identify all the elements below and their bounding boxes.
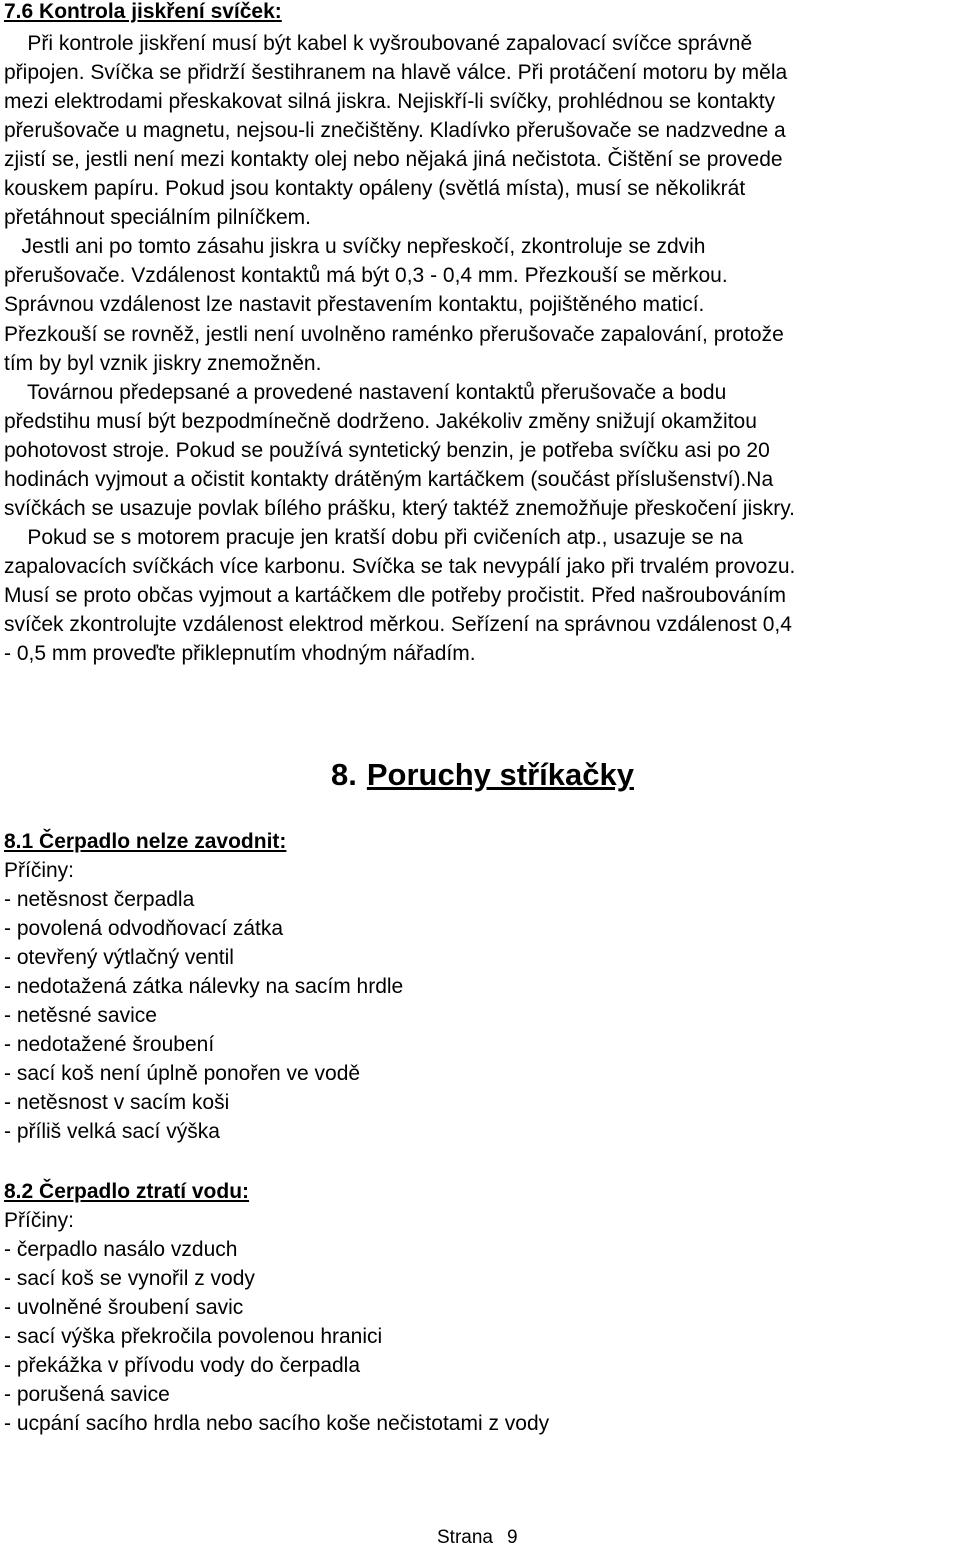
paragraph-line: mezi elektrodami přeskakovat silná jiskra. Nejiskří-li svíčky, prohlédnou se kontakty — [4, 90, 776, 114]
paragraph-line: svíček zkontrolujte vzdálenost elektrod měrkou. Seřízení na správnou vzdálenost 0,4 — [4, 613, 792, 636]
paragraph-line: Továrnou předepsané a provedené nastavení kontaktů přerušovače a bodu — [4, 380, 727, 404]
paragraph-line: Správnou vzdálenost lze nastavit přestavením kontaktu, pojištěného maticí. — [4, 293, 705, 317]
section-8-1-causes-label: Příčiny: — [4, 859, 75, 882]
paragraph-line: Při kontrole jiskření musí být kabel k vyšroubované zapalovací svíčce správně — [4, 32, 753, 55]
page-number: 9 — [506, 1527, 518, 1548]
section-8-2-causes-label: Příčiny: — [4, 1209, 75, 1232]
paragraph-line: připojen. Svíčka se přidrží šestihranem na hlavě válce. Při protáčení motoru by měla — [4, 61, 788, 85]
paragraph-line: zapalovacích svíčkách více karbonu. Svíčka se tak nevypálí jako při trvalém provozu. — [4, 554, 796, 578]
paragraph-line: předstihu musí být bezpodmínečně dodrženo. Jakékoliv změny snižují okamžitou — [4, 409, 757, 433]
list-item: - povolená odvodňovací zátka — [4, 917, 284, 940]
list-item: - netěsné savice — [4, 1004, 157, 1027]
list-item: - netěsnost v sacím koši — [4, 1091, 230, 1114]
list-item: - sací výška překročila povolenou hranici — [4, 1325, 383, 1348]
paragraph-line: přerušovače. Vzdálenost kontaktů má být 0,3 - 0,4 mm. Přezkouší se měrkou. — [4, 264, 728, 288]
paragraph-line: kouskem papíru. Pokud jsou kontakty opáleny (světlá místa), musí se několikrát — [4, 177, 746, 201]
paragraph-line: svíčkách se usazuje povlak bílého prášku, který taktéž znemožňuje přeskočení jiskry. — [4, 496, 795, 520]
paragraph-line: Musí se proto občas vyjmout a kartáčkem dle potřeby pročistit. Před našroubováním — [4, 583, 787, 607]
list-item: - netěsnost čerpadla — [4, 888, 195, 911]
list-item: - nedotažená zátka nálevky na sacím hrdle — [4, 975, 404, 998]
page-footer — [437, 1526, 518, 1550]
list-item: - uvolněné šroubení savic — [4, 1296, 244, 1319]
list-item: - sací koš se vynořil z vody — [4, 1267, 255, 1290]
paragraph-line: Přezkouší se rovněž, jestli není uvolněno raménko přerušovače zapalování, protože — [4, 322, 784, 346]
list-item: - příliš velká sací výška — [4, 1120, 220, 1143]
paragraph-line: Pokud se s motorem pracuje jen kratší dobu při cvičeních atp., usazuje se na — [4, 525, 743, 549]
paragraph-line: zjistí se, jestli není mezi kontakty olej nebo nějaká jiná nečistota. Čištění se provede — [4, 148, 783, 172]
list-item: - sací koš není úplně ponořen ve vodě — [4, 1062, 361, 1085]
paragraph-line: přerušovače u magnetu, nejsou-li znečištěny. Kladívko přerušovače se nadzvedne a — [4, 119, 786, 143]
footer-label: Strana — [437, 1527, 493, 1548]
paragraph-line: tím by byl vznik jiskry znemožněn. — [4, 351, 322, 375]
paragraph-line: hodinách vyjmout a očistit kontakty drátěným kartáčkem (součást příslušenství).Na — [4, 467, 774, 491]
section-8-1-heading: 8.1 Čerpadlo nelze zavodnit: — [4, 830, 287, 853]
list-item: - ucpání sacího hrdla nebo sacího koše nečistotami z vody — [4, 1412, 550, 1435]
paragraph-line: přetáhnout speciálním pilníčkem. — [4, 206, 311, 230]
paragraph-line: Jestli ani po tomto zásahu jiskra u svíčky nepřeskočí, zkontroluje se zdvih — [4, 235, 706, 259]
paragraph-line: pohotovost stroje. Pokud se používá syntetický benzin, je potřeba svíčku asi po 20 — [4, 438, 770, 462]
chapter-8-heading — [331, 757, 634, 793]
chapter-number: 8. — [331, 757, 357, 792]
paragraph-line: - 0,5 mm proveďte přiklepnutím vhodným nářadím. — [4, 642, 476, 666]
list-item: - otevřený výtlačný ventil — [4, 946, 234, 969]
list-item: - porušená savice — [4, 1383, 170, 1406]
chapter-title: Poruchy stříkačky — [366, 757, 634, 792]
section-7-6-heading: 7.6 Kontrola jiskření svíček: — [4, 0, 282, 23]
list-item: - nedotažené šroubení — [4, 1033, 215, 1056]
section-8-2-heading: 8.2 Čerpadlo ztratí vodu: — [4, 1180, 250, 1203]
list-item: - čerpadlo nasálo vzduch — [4, 1238, 238, 1261]
list-item: - překážka v přívodu vody do čerpadla — [4, 1354, 361, 1377]
